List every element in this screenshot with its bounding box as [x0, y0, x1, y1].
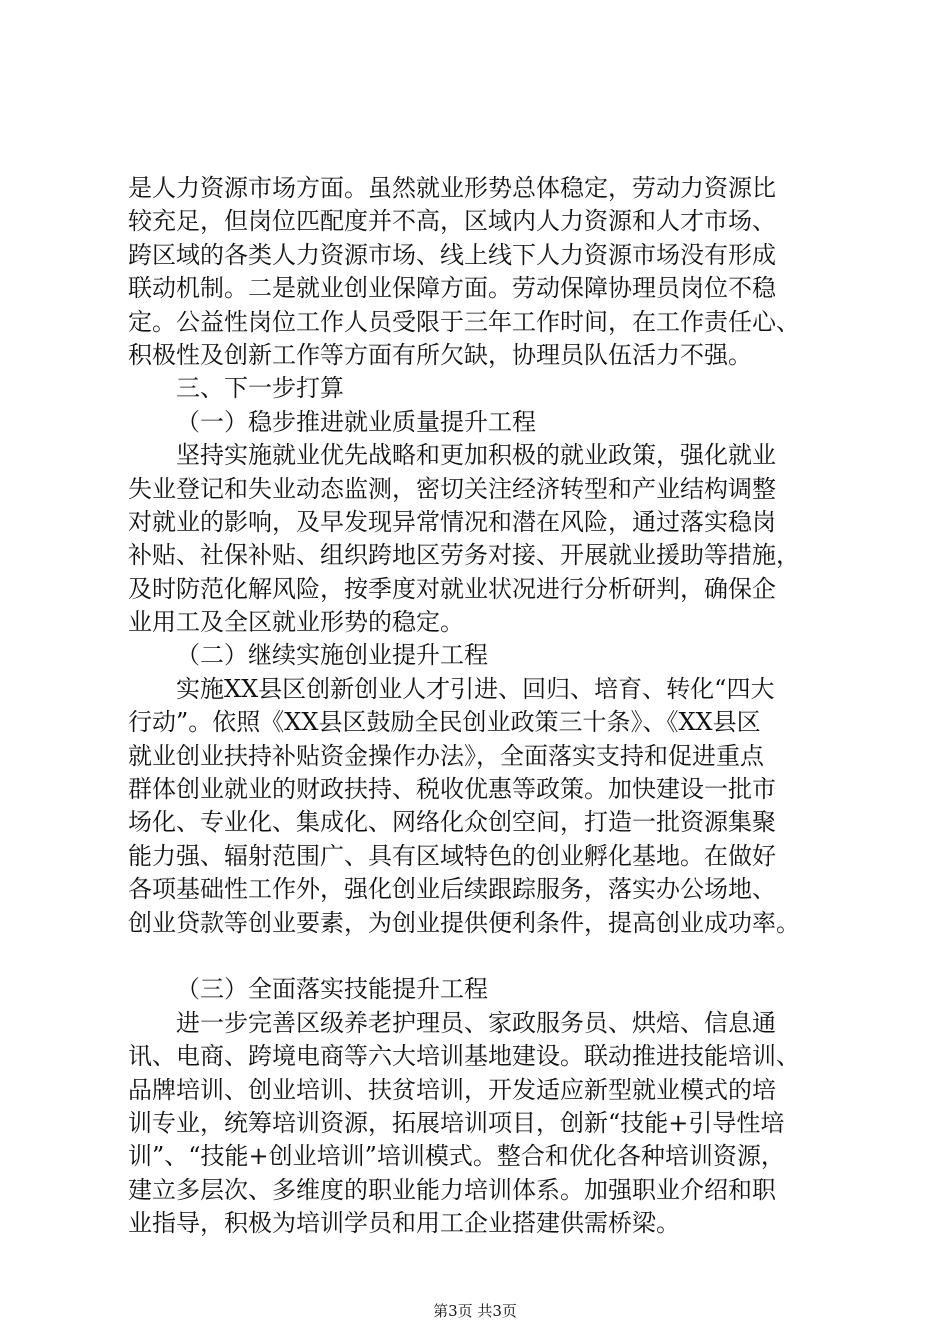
text-line: 补贴、社保补贴、组织跨地区劳务对接、开展就业援助等措施， — [128, 541, 800, 570]
text-line: 积极性及创新工作等方面有所欠缺，协理员队伍活力不强。 — [128, 340, 752, 369]
text-line: （一）稳步推进就业质量提升工程 — [176, 407, 536, 436]
text-line: 联动机制。二是就业创业保障方面。劳动保障协理员岗位不稳 — [128, 274, 776, 303]
text-line: 业用工及全区就业形势的稳定。 — [128, 608, 464, 637]
text-line: 三、下一步打算 — [176, 374, 344, 403]
text-line: 实施XX县区创新创业人才引进、回归、培育、转化“四大 — [176, 674, 775, 703]
paragraph — [128, 172, 858, 372]
text-line: （二）继续实施创业提升工程 — [176, 641, 488, 670]
paragraph — [128, 1007, 858, 1241]
text-line: 讯、电商、跨境电商等六大培训基地建设。联动推进技能培训、 — [128, 1042, 800, 1071]
paragraph — [128, 439, 858, 639]
paragraph — [128, 673, 858, 940]
text-line: 场化、专业化、集成化、网络化众创空间，打造一批资源集聚 — [128, 808, 776, 837]
paragraph — [128, 639, 858, 672]
text-line: 业指导，积极为培训学员和用工企业搭建供需桥梁。 — [128, 1209, 680, 1238]
text-line: 是人力资源市场方面。虽然就业形势总体稳定，劳动力资源比 — [128, 174, 776, 202]
text-line: 及时防范化解风险，按季度对就业状况进行分析研判，确保企 — [128, 574, 776, 603]
text-line: 失业登记和失业动态监测，密切关注经济转型和产业结构调整 — [128, 474, 776, 503]
text-line: （三）全面落实技能提升工程 — [176, 975, 488, 1004]
text-line: 训”、“技能+创业培训”培训模式。整合和优化各种培训资源， — [128, 1142, 785, 1171]
text-line: 各项基础性工作外，强化创业后续跟踪服务，落实办公场地、 — [128, 875, 776, 904]
paragraph-gap — [128, 940, 858, 973]
text-line: 坚持实施就业优先战略和更加积极的就业政策，强化就业 — [176, 441, 776, 470]
text-line: 对就业的影响，及早发现异常情况和潜在风险，通过落实稳岗 — [128, 507, 776, 536]
paragraph — [128, 406, 858, 439]
text-line: 品牌培训、创业培训、扶贫培训，开发适应新型就业模式的培 — [128, 1075, 776, 1104]
text-line: 定。公益性岗位工作人员受限于三年工作时间，在工作责任心、 — [128, 307, 800, 336]
paragraph — [128, 372, 858, 405]
text-line: 就业创业扶持补贴资金操作办法》，全面落实支持和促进重点 — [128, 741, 764, 770]
text-line: 群体创业就业的财政扶持、税收优惠等政策。加快建设一批市 — [128, 775, 776, 804]
text-line: 建立多层次、多维度的职业能力培训体系。加强职业介绍和职 — [128, 1175, 776, 1204]
text-line: 进一步完善区级养老护理员、家政服务员、烘焙、信息通 — [176, 1008, 776, 1037]
text-line: 行动”。依照《XX县区鼓励全民创业政策三十条》、《XX县区 — [128, 708, 761, 737]
text-line: 创业贷款等创业要素，为创业提供便利条件，提高创业成功率。 — [128, 908, 800, 937]
text-line: 跨区域的各类人力资源市场、线上线下人力资源市场没有形成 — [128, 240, 776, 269]
page-footer: 第3页 共3页 — [433, 1302, 517, 1320]
text-line: 能力强、辐射范围广、具有区域特色的创业孵化基地。在做好 — [128, 841, 776, 870]
paragraph — [128, 973, 858, 1006]
text-line: 较充足，但岗位匹配度并不高，区域内人力资源和人才市场、 — [128, 207, 776, 236]
document-body — [128, 172, 858, 1241]
text-line: 训专业，统筹培训资源，拓展培训项目，创新“技能+引导性培 — [128, 1108, 785, 1137]
